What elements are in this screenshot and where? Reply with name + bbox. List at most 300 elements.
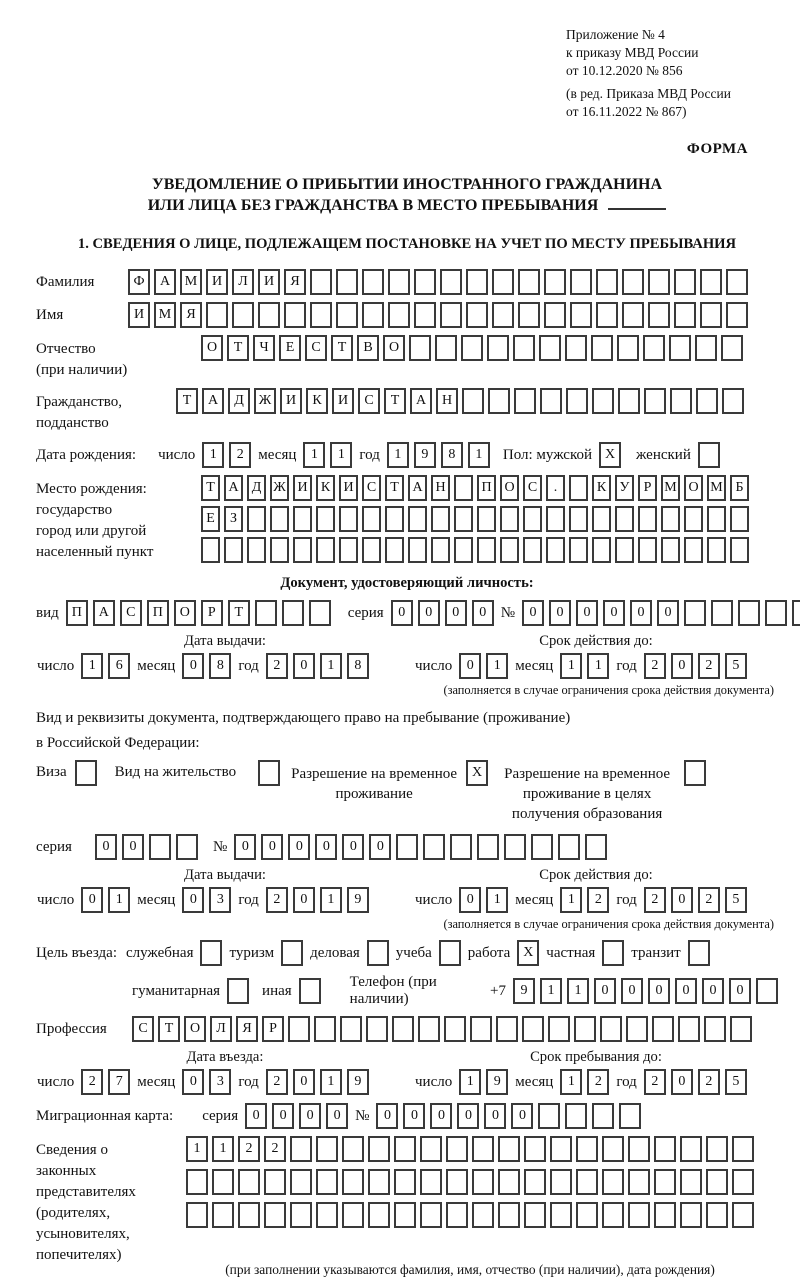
char-box[interactable]: 0 [675,978,697,1004]
char-box[interactable] [700,269,722,295]
char-box[interactable]: К [316,475,335,501]
char-box[interactable] [290,1169,312,1195]
char-box[interactable] [392,1016,414,1042]
char-box[interactable]: 0 [293,1069,315,1095]
char-box[interactable] [669,335,691,361]
char-box[interactable]: А [408,475,427,501]
char-box[interactable]: 1 [567,978,589,1004]
char-box[interactable] [565,335,587,361]
char-box[interactable]: Ч [253,335,275,361]
char-box[interactable] [684,600,706,626]
char-box[interactable] [732,1169,754,1195]
char-box[interactable] [414,269,436,295]
char-box[interactable] [576,1169,598,1195]
char-box[interactable] [186,1169,208,1195]
purpose-transit-checkbox[interactable] [688,940,710,966]
char-box[interactable] [576,1202,598,1228]
char-box[interactable] [706,1202,728,1228]
char-box[interactable] [232,302,254,328]
char-box[interactable] [622,302,644,328]
char-box[interactable]: Е [279,335,301,361]
char-box[interactable] [247,506,266,532]
char-box[interactable] [258,302,280,328]
char-box[interactable]: 1 [486,653,508,679]
char-box[interactable] [643,335,665,361]
char-box[interactable]: Т [176,388,198,414]
char-box[interactable]: 0 [459,653,481,679]
char-box[interactable]: О [174,600,196,626]
char-box[interactable] [550,1169,572,1195]
char-box[interactable]: 0 [621,978,643,1004]
char-box[interactable]: Р [638,475,657,501]
char-box[interactable]: Р [262,1016,284,1042]
char-box[interactable] [394,1202,416,1228]
char-box[interactable]: 0 [594,978,616,1004]
char-box[interactable]: 1 [560,653,582,679]
char-box[interactable] [186,1202,208,1228]
char-box[interactable]: 0 [430,1103,452,1129]
char-box[interactable] [310,269,332,295]
char-box[interactable] [388,269,410,295]
char-box[interactable]: М [661,475,680,501]
char-box[interactable]: 2 [644,1069,666,1095]
char-box[interactable] [617,335,639,361]
char-box[interactable]: 2 [698,653,720,679]
char-box[interactable]: О [684,475,703,501]
char-box[interactable]: У [615,475,634,501]
char-box[interactable] [362,506,381,532]
char-box[interactable] [576,1136,598,1162]
char-box[interactable] [368,1136,390,1162]
char-box[interactable] [550,1202,572,1228]
char-box[interactable] [336,269,358,295]
char-box[interactable]: Я [180,302,202,328]
char-box[interactable] [546,506,565,532]
char-box[interactable]: А [224,475,243,501]
char-box[interactable]: 7 [108,1069,130,1095]
char-box[interactable]: Ж [270,475,289,501]
char-box[interactable]: А [202,388,224,414]
purpose-private-checkbox[interactable] [602,940,624,966]
char-box[interactable] [600,1016,622,1042]
char-box[interactable] [721,335,743,361]
char-box[interactable] [596,302,618,328]
char-box[interactable]: 0 [81,887,103,913]
char-box[interactable]: 0 [95,834,117,860]
char-box[interactable] [730,537,749,563]
char-box[interactable] [765,600,787,626]
char-box[interactable]: 1 [320,1069,342,1095]
char-box[interactable] [638,537,657,563]
char-box[interactable]: Т [201,475,220,501]
char-box[interactable] [654,1202,676,1228]
char-box[interactable]: С [362,475,381,501]
char-box[interactable] [470,1016,492,1042]
char-box[interactable] [362,269,384,295]
char-box[interactable] [336,302,358,328]
char-box[interactable]: Ж [254,388,276,414]
char-box[interactable] [316,1169,338,1195]
char-box[interactable]: 9 [347,887,369,913]
char-box[interactable] [652,1016,674,1042]
purpose-business-checkbox[interactable] [367,940,389,966]
char-box[interactable] [661,537,680,563]
char-box[interactable] [592,1103,614,1129]
char-box[interactable] [461,335,483,361]
char-box[interactable] [368,1169,390,1195]
char-box[interactable] [446,1202,468,1228]
char-box[interactable] [628,1169,650,1195]
char-box[interactable]: 1 [330,442,352,468]
char-box[interactable] [477,506,496,532]
gender-female-checkbox[interactable] [698,442,720,468]
char-box[interactable]: 2 [644,887,666,913]
char-box[interactable] [472,1169,494,1195]
char-box[interactable] [706,1136,728,1162]
char-box[interactable] [546,537,565,563]
char-box[interactable]: 1 [587,653,609,679]
char-box[interactable] [420,1169,442,1195]
char-box[interactable] [385,537,404,563]
char-box[interactable]: О [500,475,519,501]
char-box[interactable]: 0 [522,600,544,626]
char-box[interactable] [518,302,540,328]
char-box[interactable]: 0 [648,978,670,1004]
char-box[interactable] [492,269,514,295]
char-box[interactable] [792,600,800,626]
char-box[interactable]: Т [158,1016,180,1042]
char-box[interactable] [342,1136,364,1162]
char-box[interactable] [472,1136,494,1162]
char-box[interactable]: Т [384,388,406,414]
char-box[interactable]: 0 [403,1103,425,1129]
char-box[interactable]: 9 [347,1069,369,1095]
char-box[interactable] [498,1136,520,1162]
char-box[interactable] [722,388,744,414]
char-box[interactable]: 0 [630,600,652,626]
char-box[interactable] [585,834,607,860]
char-box[interactable] [539,335,561,361]
char-box[interactable] [316,537,335,563]
char-box[interactable] [738,600,760,626]
char-box[interactable] [270,537,289,563]
char-box[interactable]: 0 [182,887,204,913]
char-box[interactable]: 0 [671,1069,693,1095]
char-box[interactable] [362,537,381,563]
char-box[interactable] [342,1169,364,1195]
char-box[interactable]: 2 [587,887,609,913]
char-box[interactable] [626,1016,648,1042]
char-box[interactable]: 9 [486,1069,508,1095]
char-box[interactable] [602,1202,624,1228]
char-box[interactable]: 0 [671,653,693,679]
char-box[interactable] [730,506,749,532]
char-box[interactable]: 2 [266,1069,288,1095]
char-box[interactable] [569,537,588,563]
char-box[interactable] [201,537,220,563]
char-box[interactable] [670,388,692,414]
char-box[interactable] [446,1169,468,1195]
char-box[interactable]: 0 [511,1103,533,1129]
char-box[interactable]: С [358,388,380,414]
char-box[interactable] [704,1016,726,1042]
char-box[interactable] [270,506,289,532]
char-box[interactable] [596,269,618,295]
char-box[interactable]: Н [436,388,458,414]
char-box[interactable]: Н [431,475,450,501]
char-box[interactable]: 9 [414,442,436,468]
char-box[interactable]: 0 [272,1103,294,1129]
char-box[interactable] [619,1103,641,1129]
char-box[interactable] [707,506,726,532]
char-box[interactable]: Л [232,269,254,295]
char-box[interactable] [440,269,462,295]
char-box[interactable]: 0 [391,600,413,626]
char-box[interactable] [339,537,358,563]
char-box[interactable]: Д [228,388,250,414]
char-box[interactable]: Я [284,269,306,295]
char-box[interactable] [496,1016,518,1042]
char-box[interactable]: 2 [587,1069,609,1095]
char-box[interactable]: М [180,269,202,295]
char-box[interactable]: 2 [266,887,288,913]
char-box[interactable]: И [339,475,358,501]
char-box[interactable]: Е [201,506,220,532]
char-box[interactable] [293,506,312,532]
char-box[interactable] [414,302,436,328]
char-box[interactable] [284,302,306,328]
char-box[interactable]: 1 [486,887,508,913]
char-box[interactable]: Ф [128,269,150,295]
char-box[interactable] [290,1136,312,1162]
char-box[interactable] [466,302,488,328]
char-box[interactable]: 1 [320,887,342,913]
char-box[interactable] [362,302,384,328]
char-box[interactable]: 0 [122,834,144,860]
char-box[interactable] [316,1136,338,1162]
char-box[interactable] [644,388,666,414]
char-box[interactable]: 9 [513,978,535,1004]
char-box[interactable] [680,1136,702,1162]
char-box[interactable]: А [154,269,176,295]
char-box[interactable]: 1 [459,1069,481,1095]
char-box[interactable] [500,506,519,532]
char-box[interactable]: С [132,1016,154,1042]
char-box[interactable] [540,388,562,414]
char-box[interactable]: П [477,475,496,501]
char-box[interactable]: 0 [657,600,679,626]
char-box[interactable] [523,537,542,563]
char-box[interactable] [726,302,748,328]
char-box[interactable]: 0 [299,1103,321,1129]
char-box[interactable] [472,1202,494,1228]
char-box[interactable]: О [201,335,223,361]
char-box[interactable] [264,1169,286,1195]
char-box[interactable] [408,506,427,532]
char-box[interactable] [695,335,717,361]
char-box[interactable]: 2 [698,887,720,913]
char-box[interactable]: 0 [445,600,467,626]
temp-permit-checkbox[interactable]: X [466,760,488,786]
char-box[interactable]: С [305,335,327,361]
char-box[interactable] [730,1016,752,1042]
char-box[interactable] [282,600,304,626]
char-box[interactable]: 1 [387,442,409,468]
char-box[interactable]: К [592,475,611,501]
char-box[interactable]: Т [385,475,404,501]
char-box[interactable]: П [66,600,88,626]
char-box[interactable] [615,537,634,563]
char-box[interactable] [622,269,644,295]
char-box[interactable] [538,1103,560,1129]
char-box[interactable] [558,834,580,860]
char-box[interactable] [696,388,718,414]
char-box[interactable] [648,269,670,295]
char-box[interactable]: 0 [261,834,283,860]
char-box[interactable] [264,1202,286,1228]
char-box[interactable] [435,335,457,361]
char-box[interactable]: В [357,335,379,361]
char-box[interactable]: 2 [264,1136,286,1162]
char-box[interactable]: 0 [293,653,315,679]
char-box[interactable] [293,537,312,563]
char-box[interactable] [420,1136,442,1162]
char-box[interactable]: 2 [229,442,251,468]
char-box[interactable] [238,1169,260,1195]
char-box[interactable]: И [293,475,312,501]
char-box[interactable] [388,302,410,328]
char-box[interactable] [732,1202,754,1228]
char-box[interactable] [498,1202,520,1228]
purpose-work-checkbox[interactable]: X [517,940,539,966]
char-box[interactable] [247,537,266,563]
char-box[interactable] [466,269,488,295]
char-box[interactable]: Т [228,600,250,626]
char-box[interactable] [615,506,634,532]
char-box[interactable] [684,506,703,532]
char-box[interactable]: М [707,475,726,501]
char-box[interactable]: 8 [209,653,231,679]
char-box[interactable]: 0 [234,834,256,860]
char-box[interactable]: Д [247,475,266,501]
char-box[interactable] [523,506,542,532]
char-box[interactable] [500,537,519,563]
char-box[interactable]: 0 [342,834,364,860]
char-box[interactable]: 6 [108,653,130,679]
char-box[interactable]: 0 [182,1069,204,1095]
char-box[interactable] [711,600,733,626]
char-box[interactable] [570,302,592,328]
char-box[interactable] [408,537,427,563]
char-box[interactable] [574,1016,596,1042]
purpose-official-checkbox[interactable] [200,940,222,966]
char-box[interactable]: 1 [81,653,103,679]
char-box[interactable] [565,1103,587,1129]
char-box[interactable] [431,537,450,563]
purpose-tourism-checkbox[interactable] [281,940,303,966]
char-box[interactable]: 0 [182,653,204,679]
char-box[interactable] [566,388,588,414]
char-box[interactable]: 0 [418,600,440,626]
char-box[interactable] [592,537,611,563]
edu-permit-checkbox[interactable] [684,760,706,786]
char-box[interactable]: О [383,335,405,361]
char-box[interactable]: И [332,388,354,414]
char-box[interactable]: Я [236,1016,258,1042]
char-box[interactable] [423,834,445,860]
char-box[interactable]: 0 [603,600,625,626]
char-box[interactable]: 0 [549,600,571,626]
char-box[interactable] [504,834,526,860]
char-box[interactable] [732,1136,754,1162]
char-box[interactable] [492,302,514,328]
char-box[interactable]: И [128,302,150,328]
char-box[interactable] [569,475,588,501]
char-box[interactable]: Р [201,600,223,626]
char-box[interactable]: 1 [186,1136,208,1162]
char-box[interactable]: 8 [441,442,463,468]
char-box[interactable]: 8 [347,653,369,679]
char-box[interactable]: 0 [671,887,693,913]
char-box[interactable] [454,537,473,563]
char-box[interactable] [726,269,748,295]
char-box[interactable] [446,1136,468,1162]
char-box[interactable] [488,388,510,414]
residence-permit-checkbox[interactable] [258,760,280,786]
gender-male-checkbox[interactable]: X [599,442,621,468]
char-box[interactable] [518,269,540,295]
char-box[interactable] [418,1016,440,1042]
char-box[interactable]: 1 [560,887,582,913]
char-box[interactable]: Т [331,335,353,361]
purpose-other-checkbox[interactable] [299,978,321,1004]
char-box[interactable] [684,537,703,563]
char-box[interactable]: 0 [472,600,494,626]
char-box[interactable] [513,335,535,361]
char-box[interactable]: М [154,302,176,328]
char-box[interactable]: И [206,269,228,295]
char-box[interactable] [514,388,536,414]
char-box[interactable]: 0 [326,1103,348,1129]
char-box[interactable] [385,506,404,532]
char-box[interactable]: 0 [369,834,391,860]
char-box[interactable]: 1 [320,653,342,679]
char-box[interactable] [524,1136,546,1162]
char-box[interactable] [707,537,726,563]
char-box[interactable] [450,834,472,860]
char-box[interactable]: О [184,1016,206,1042]
char-box[interactable] [522,1016,544,1042]
char-box[interactable]: 0 [245,1103,267,1129]
char-box[interactable]: 5 [725,887,747,913]
char-box[interactable]: 1 [540,978,562,1004]
char-box[interactable] [550,1136,572,1162]
char-box[interactable] [314,1016,336,1042]
char-box[interactable] [602,1169,624,1195]
char-box[interactable] [570,269,592,295]
char-box[interactable]: П [147,600,169,626]
char-box[interactable] [674,269,696,295]
char-box[interactable]: С [120,600,142,626]
char-box[interactable] [454,506,473,532]
char-box[interactable]: 0 [376,1103,398,1129]
char-box[interactable] [440,302,462,328]
char-box[interactable] [544,269,566,295]
char-box[interactable] [648,302,670,328]
char-box[interactable] [290,1202,312,1228]
char-box[interactable] [238,1202,260,1228]
char-box[interactable] [394,1169,416,1195]
